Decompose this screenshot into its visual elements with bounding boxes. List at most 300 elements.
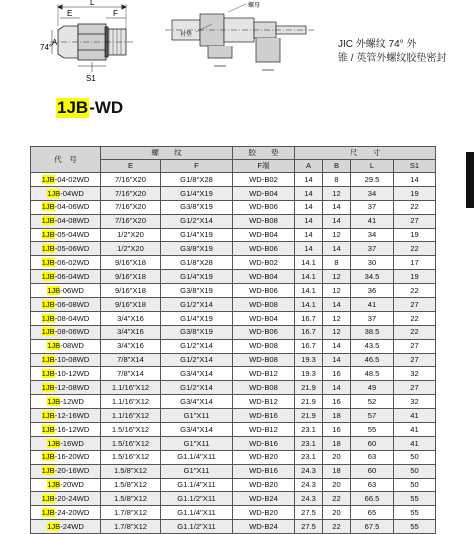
cell-b: 20 bbox=[323, 478, 351, 492]
cell-f-thread: G1.1/4"X11 bbox=[161, 506, 233, 520]
table-row bbox=[31, 478, 436, 492]
header-f-end: F端 bbox=[233, 160, 295, 173]
header-e: E bbox=[101, 160, 161, 173]
cell-a: 14 bbox=[295, 228, 323, 242]
cell-l: 66.5 bbox=[351, 492, 394, 506]
cell-e-thread: 1.5/16"X12 bbox=[101, 450, 161, 464]
table-row bbox=[31, 381, 436, 395]
table-row bbox=[31, 395, 436, 409]
cell-b: 16 bbox=[323, 367, 351, 381]
cell-b: 12 bbox=[323, 311, 351, 325]
code-suffix: -04-06WD bbox=[54, 202, 90, 212]
header-size: 尺 寸 bbox=[295, 147, 436, 160]
cell-gasket: WD-B16 bbox=[233, 436, 295, 450]
code-prefix-highlight: 1JB bbox=[41, 452, 55, 462]
code-suffix: -12-08WD bbox=[54, 383, 90, 392]
cell-a: 16.7 bbox=[295, 311, 323, 325]
cell-gasket: WD-B06 bbox=[233, 284, 295, 298]
cell-gasket: WD-B08 bbox=[233, 353, 295, 367]
cell-code bbox=[31, 450, 101, 464]
cell-b: 12 bbox=[323, 186, 351, 200]
cell-l: 30 bbox=[351, 256, 394, 270]
header-b: B bbox=[323, 160, 351, 173]
table-row bbox=[31, 492, 436, 506]
cell-gasket: WD-B06 bbox=[233, 242, 295, 256]
cell-a: 14.1 bbox=[295, 270, 323, 284]
code-suffix: -05-04WD bbox=[54, 230, 90, 240]
cell-b: 12 bbox=[323, 284, 351, 298]
cell-s1: 50 bbox=[394, 478, 436, 492]
table-row bbox=[31, 200, 436, 214]
code-prefix-highlight: 1JB bbox=[41, 313, 55, 323]
cell-l: 41 bbox=[351, 214, 394, 228]
cell-a: 14 bbox=[295, 186, 323, 200]
cell-e-thread: 1.5/16"X12 bbox=[101, 436, 161, 450]
cell-gasket: WD-B04 bbox=[233, 311, 295, 325]
cell-code bbox=[31, 173, 101, 187]
cell-code bbox=[31, 353, 101, 367]
cell-a: 19.3 bbox=[295, 353, 323, 367]
series-title-suffix: -WD bbox=[89, 97, 124, 117]
cell-gasket: WD-B24 bbox=[233, 520, 295, 534]
cell-s1: 19 bbox=[394, 228, 436, 242]
code-prefix-highlight: 1JB bbox=[47, 480, 61, 490]
cell-e-thread: 1.5/8"X12 bbox=[101, 492, 161, 506]
cell-f-thread: G3/8"X19 bbox=[161, 200, 233, 214]
code-prefix-highlight: 1JB bbox=[47, 341, 61, 351]
table-row bbox=[31, 256, 436, 270]
code-prefix-highlight: 1JB bbox=[41, 230, 55, 240]
cell-a: 24.3 bbox=[295, 478, 323, 492]
cell-e-thread: 3/4"X16 bbox=[101, 311, 161, 325]
table-row bbox=[31, 464, 436, 478]
code-prefix-highlight: 1JB bbox=[47, 285, 61, 295]
side-view-fitting bbox=[50, 4, 134, 72]
cell-f-thread: G1/4"X19 bbox=[161, 311, 233, 325]
header-s1: S1 bbox=[394, 160, 436, 173]
cell-a: 27.5 bbox=[295, 520, 323, 534]
cell-e-thread: 1/2"X20 bbox=[101, 228, 161, 242]
cell-b: 16 bbox=[323, 423, 351, 437]
cell-a: 16.7 bbox=[295, 325, 323, 339]
cell-f-thread: G1/2"X14 bbox=[161, 381, 233, 395]
cell-s1: 32 bbox=[394, 367, 436, 381]
cell-l: 43.5 bbox=[351, 339, 394, 353]
cell-a: 14 bbox=[295, 173, 323, 187]
code-suffix: -06-02WD bbox=[54, 257, 90, 267]
cell-e-thread: 1.1/16"X12 bbox=[101, 409, 161, 423]
cell-l: 49 bbox=[351, 381, 394, 395]
cell-a: 23.1 bbox=[295, 423, 323, 437]
table-row bbox=[31, 339, 436, 353]
cell-e-thread: 9/16"X18 bbox=[101, 298, 161, 312]
cell-s1: 22 bbox=[394, 242, 436, 256]
cell-l: 63 bbox=[351, 478, 394, 492]
cell-f-thread: G3/4"X14 bbox=[161, 395, 233, 409]
cell-b: 20 bbox=[323, 450, 351, 464]
table-row bbox=[31, 325, 436, 339]
table-row bbox=[31, 506, 436, 520]
cell-s1: 19 bbox=[394, 186, 436, 200]
table-row bbox=[31, 450, 436, 464]
cell-e-thread: 7/16"X20 bbox=[101, 186, 161, 200]
cell-code bbox=[31, 186, 101, 200]
table-row bbox=[31, 520, 436, 534]
code-suffix: -20WD bbox=[60, 480, 84, 490]
cell-s1: 55 bbox=[394, 506, 436, 520]
cell-b: 18 bbox=[323, 436, 351, 450]
cell-b: 14 bbox=[323, 353, 351, 367]
code-prefix-highlight: 1JB bbox=[41, 508, 55, 518]
cell-l: 41 bbox=[351, 298, 394, 312]
cell-f-thread: G1/2"X14 bbox=[161, 298, 233, 312]
code-suffix: -06WD bbox=[60, 285, 84, 295]
cell-e-thread: 1.5/8"X12 bbox=[101, 464, 161, 478]
cell-e-thread: 7/16"X20 bbox=[101, 200, 161, 214]
cell-a: 14 bbox=[295, 242, 323, 256]
cell-b: 22 bbox=[323, 520, 351, 534]
cell-l: 34 bbox=[351, 228, 394, 242]
cell-s1: 32 bbox=[394, 395, 436, 409]
code-suffix: -12-16WD bbox=[54, 410, 90, 420]
cell-s1: 50 bbox=[394, 450, 436, 464]
cell-f-thread: G3/8"X19 bbox=[161, 284, 233, 298]
dim-A-label: A bbox=[52, 38, 58, 47]
code-prefix-highlight: 1JB bbox=[41, 466, 55, 476]
code-suffix: -20-16WD bbox=[54, 466, 90, 476]
cell-e-thread: 7/8"X14 bbox=[101, 367, 161, 381]
cell-e-thread: 1/2"X20 bbox=[101, 242, 161, 256]
cell-s1: 41 bbox=[394, 436, 436, 450]
cell-gasket: WD-B04 bbox=[233, 270, 295, 284]
cell-f-thread: G3/8"X19 bbox=[161, 325, 233, 339]
cell-s1: 22 bbox=[394, 200, 436, 214]
cell-gasket: WD-B04 bbox=[233, 228, 295, 242]
code-suffix: -12WD bbox=[60, 396, 84, 406]
cell-gasket: WD-B06 bbox=[233, 200, 295, 214]
cell-a: 19.3 bbox=[295, 367, 323, 381]
cell-e-thread: 3/4"X16 bbox=[101, 325, 161, 339]
cell-e-thread: 1.1/16"X12 bbox=[101, 381, 161, 395]
cell-gasket: WD-B08 bbox=[233, 298, 295, 312]
caption-line-2: 锥 / 英管外螺纹胶垫密封 bbox=[338, 53, 447, 64]
seat-callout: 衬垫 bbox=[180, 31, 193, 38]
cell-a: 14 bbox=[295, 214, 323, 228]
table-row bbox=[31, 173, 436, 187]
header-a: A bbox=[295, 160, 323, 173]
cell-l: 60 bbox=[351, 464, 394, 478]
cell-b: 14 bbox=[323, 381, 351, 395]
cell-e-thread: 3/4"X16 bbox=[101, 339, 161, 353]
code-prefix-highlight: 1JB bbox=[47, 521, 61, 531]
cell-e-thread: 1.7/8"X12 bbox=[101, 520, 161, 534]
cell-l: 48.5 bbox=[351, 367, 394, 381]
caption-line-1: JIC 外螺纹 74° 外 bbox=[338, 39, 417, 50]
code-suffix: -20-24WD bbox=[54, 494, 90, 504]
nut-callout: 螺母 bbox=[248, 2, 261, 9]
cell-a: 21.9 bbox=[295, 381, 323, 395]
cell-code bbox=[31, 436, 101, 450]
cell-b: 16 bbox=[323, 395, 351, 409]
cell-a: 14.1 bbox=[295, 298, 323, 312]
table-row bbox=[31, 436, 436, 450]
cell-e-thread: 7/16"X20 bbox=[101, 173, 161, 187]
cell-s1: 27 bbox=[394, 214, 436, 228]
cell-b: 14 bbox=[323, 200, 351, 214]
series-title bbox=[56, 96, 123, 119]
table-row bbox=[31, 186, 436, 200]
code-suffix: -06-04WD bbox=[54, 271, 90, 281]
cell-b: 8 bbox=[323, 173, 351, 187]
cell-l: 34 bbox=[351, 186, 394, 200]
header-f: F bbox=[161, 160, 233, 173]
cell-code bbox=[31, 339, 101, 353]
cell-code bbox=[31, 228, 101, 242]
cell-code bbox=[31, 214, 101, 228]
cell-code bbox=[31, 520, 101, 534]
page-side-tab bbox=[466, 152, 474, 208]
cell-b: 18 bbox=[323, 409, 351, 423]
cell-b: 14 bbox=[323, 339, 351, 353]
cell-s1: 19 bbox=[394, 270, 436, 284]
table-row bbox=[31, 353, 436, 367]
cell-gasket: WD-B12 bbox=[233, 367, 295, 381]
cell-l: 37 bbox=[351, 200, 394, 214]
cell-f-thread: G1/2"X14 bbox=[161, 353, 233, 367]
cell-s1: 27 bbox=[394, 381, 436, 395]
product-caption bbox=[338, 38, 470, 66]
cell-s1: 27 bbox=[394, 353, 436, 367]
cell-b: 14 bbox=[323, 298, 351, 312]
code-suffix: -05-06WD bbox=[54, 244, 90, 254]
series-title-highlight: 1JB bbox=[57, 97, 89, 117]
cell-b: 8 bbox=[323, 256, 351, 270]
cell-e-thread: 7/8"X14 bbox=[101, 353, 161, 367]
cell-f-thread: G1/4"X19 bbox=[161, 186, 233, 200]
cell-l: 29.5 bbox=[351, 173, 394, 187]
code-prefix-highlight: 1JB bbox=[41, 494, 55, 504]
code-prefix-highlight: 1JB bbox=[41, 424, 55, 434]
spec-table bbox=[30, 146, 436, 534]
code-suffix: -04-08WD bbox=[54, 216, 90, 226]
cell-l: 52 bbox=[351, 395, 394, 409]
cell-b: 12 bbox=[323, 228, 351, 242]
cell-code bbox=[31, 284, 101, 298]
code-suffix: -06-08WD bbox=[54, 299, 90, 309]
table-row bbox=[31, 270, 436, 284]
cell-gasket: WD-B08 bbox=[233, 214, 295, 228]
cell-l: 60 bbox=[351, 436, 394, 450]
cell-b: 14 bbox=[323, 242, 351, 256]
cell-gasket: WD-B16 bbox=[233, 409, 295, 423]
cell-e-thread: 1.5/8"X12 bbox=[101, 478, 161, 492]
spec-table-body bbox=[31, 173, 436, 534]
cell-f-thread: G1/2"X14 bbox=[161, 214, 233, 228]
code-prefix-highlight: 1JB bbox=[41, 174, 55, 184]
table-row bbox=[31, 242, 436, 256]
cell-s1: 27 bbox=[394, 298, 436, 312]
cell-e-thread: 1.1/16"X12 bbox=[101, 395, 161, 409]
cell-s1: 41 bbox=[394, 423, 436, 437]
cell-l: 46.5 bbox=[351, 353, 394, 367]
cell-code bbox=[31, 478, 101, 492]
code-suffix: -08-04WD bbox=[54, 313, 90, 323]
cell-l: 38.5 bbox=[351, 325, 394, 339]
cell-f-thread: G1.1/4"X11 bbox=[161, 478, 233, 492]
cell-s1: 22 bbox=[394, 325, 436, 339]
header-gasket: 胶 垫 bbox=[233, 147, 295, 160]
cell-a: 27.5 bbox=[295, 506, 323, 520]
dim-S1-label: S1 bbox=[86, 74, 96, 83]
code-prefix-highlight: 1JB bbox=[41, 299, 55, 309]
code-prefix-highlight: 1JB bbox=[41, 271, 55, 281]
cell-gasket: WD-B16 bbox=[233, 464, 295, 478]
cell-a: 24.3 bbox=[295, 464, 323, 478]
cell-gasket: WD-B02 bbox=[233, 173, 295, 187]
cell-code bbox=[31, 409, 101, 423]
cell-code bbox=[31, 506, 101, 520]
header-thread: 螺 纹 bbox=[101, 147, 233, 160]
code-prefix-highlight: 1JB bbox=[47, 188, 61, 198]
cell-e-thread: 7/16"X20 bbox=[101, 214, 161, 228]
cell-code bbox=[31, 381, 101, 395]
cell-gasket: WD-B04 bbox=[233, 186, 295, 200]
code-prefix-highlight: 1JB bbox=[41, 216, 55, 226]
cell-l: 34.5 bbox=[351, 270, 394, 284]
code-prefix-highlight: 1JB bbox=[47, 396, 61, 406]
cell-code bbox=[31, 423, 101, 437]
cell-gasket: WD-B20 bbox=[233, 478, 295, 492]
cell-b: 12 bbox=[323, 325, 351, 339]
table-row bbox=[31, 409, 436, 423]
cell-code bbox=[31, 492, 101, 506]
header-l: L bbox=[351, 160, 394, 173]
code-prefix-highlight: 1JB bbox=[47, 438, 61, 448]
code-prefix-highlight: 1JB bbox=[41, 369, 55, 379]
spec-table-header bbox=[31, 147, 436, 173]
cell-code bbox=[31, 464, 101, 478]
cell-l: 36 bbox=[351, 284, 394, 298]
cell-b: 14 bbox=[323, 214, 351, 228]
cell-e-thread: 9/16"X18 bbox=[101, 256, 161, 270]
cell-code bbox=[31, 298, 101, 312]
cell-b: 22 bbox=[323, 492, 351, 506]
code-suffix: -08-06WD bbox=[54, 327, 90, 337]
cell-s1: 17 bbox=[394, 256, 436, 270]
code-prefix-highlight: 1JB bbox=[41, 355, 55, 365]
cell-l: 63 bbox=[351, 450, 394, 464]
cell-gasket: WD-B24 bbox=[233, 492, 295, 506]
code-suffix: -08WD bbox=[60, 341, 84, 351]
cell-l: 37 bbox=[351, 311, 394, 325]
table-row bbox=[31, 423, 436, 437]
cell-gasket: WD-B12 bbox=[233, 423, 295, 437]
code-prefix-highlight: 1JB bbox=[41, 410, 55, 420]
cell-f-thread: G3/4"X14 bbox=[161, 423, 233, 437]
cell-s1: 27 bbox=[394, 339, 436, 353]
cell-f-thread: G1.1/4"X11 bbox=[161, 450, 233, 464]
cell-f-thread: G1.1/2"X11 bbox=[161, 520, 233, 534]
table-row bbox=[31, 311, 436, 325]
cell-gasket: WD-B12 bbox=[233, 395, 295, 409]
cell-s1: 50 bbox=[394, 464, 436, 478]
dim-L-label: L bbox=[90, 0, 95, 7]
cell-a: 24.3 bbox=[295, 492, 323, 506]
code-suffix: -10-08WD bbox=[54, 355, 90, 365]
cell-a: 14 bbox=[295, 200, 323, 214]
cell-code bbox=[31, 270, 101, 284]
cell-l: 55 bbox=[351, 423, 394, 437]
code-suffix: -16-20WD bbox=[54, 452, 90, 462]
cell-a: 23.1 bbox=[295, 450, 323, 464]
code-prefix-highlight: 1JB bbox=[41, 327, 55, 337]
cell-f-thread: G1/8"X28 bbox=[161, 256, 233, 270]
cell-a: 21.9 bbox=[295, 409, 323, 423]
code-suffix: -04-02WD bbox=[54, 174, 90, 184]
cell-s1: 14 bbox=[394, 173, 436, 187]
cell-f-thread: G1"X11 bbox=[161, 409, 233, 423]
cell-e-thread: 9/16"X18 bbox=[101, 270, 161, 284]
code-suffix: -10-12WD bbox=[54, 369, 90, 379]
table-row bbox=[31, 284, 436, 298]
cell-gasket: WD-B08 bbox=[233, 381, 295, 395]
dim-F-label: F bbox=[113, 9, 118, 18]
cell-code bbox=[31, 311, 101, 325]
code-suffix: -16WD bbox=[60, 438, 84, 448]
cell-code bbox=[31, 395, 101, 409]
cell-code bbox=[31, 256, 101, 270]
code-prefix-highlight: 1JB bbox=[41, 257, 55, 267]
cell-l: 65 bbox=[351, 506, 394, 520]
cell-code bbox=[31, 242, 101, 256]
cell-a: 21.9 bbox=[295, 395, 323, 409]
code-prefix-highlight: 1JB bbox=[41, 202, 55, 212]
cell-f-thread: G1.1/2"X11 bbox=[161, 492, 233, 506]
cell-f-thread: G1/8"X28 bbox=[161, 173, 233, 187]
table-row bbox=[31, 214, 436, 228]
cell-f-thread: G1"X11 bbox=[161, 436, 233, 450]
code-prefix-highlight: 1JB bbox=[41, 244, 55, 254]
cell-a: 14.1 bbox=[295, 256, 323, 270]
cell-f-thread: G3/4"X14 bbox=[161, 367, 233, 381]
table-row bbox=[31, 228, 436, 242]
header-code: 代 号 bbox=[31, 147, 101, 173]
dim-E-label: E bbox=[67, 9, 73, 18]
cell-gasket: WD-B06 bbox=[233, 325, 295, 339]
cell-a: 14.1 bbox=[295, 284, 323, 298]
cell-code bbox=[31, 367, 101, 381]
cell-s1: 22 bbox=[394, 311, 436, 325]
cell-b: 20 bbox=[323, 506, 351, 520]
cell-gasket: WD-B20 bbox=[233, 450, 295, 464]
code-suffix: -16-12WD bbox=[54, 424, 90, 434]
cell-a: 23.1 bbox=[295, 436, 323, 450]
cell-f-thread: G1"X11 bbox=[161, 464, 233, 478]
code-prefix-highlight: 1JB bbox=[41, 383, 55, 392]
cell-l: 57 bbox=[351, 409, 394, 423]
angle-label: 74° bbox=[40, 43, 53, 52]
cell-l: 37 bbox=[351, 242, 394, 256]
cell-code bbox=[31, 200, 101, 214]
code-suffix: -24WD bbox=[60, 521, 84, 531]
cell-b: 12 bbox=[323, 270, 351, 284]
cell-f-thread: G3/8"X19 bbox=[161, 242, 233, 256]
cell-gasket: WD-B08 bbox=[233, 339, 295, 353]
cell-gasket: WD-B20 bbox=[233, 506, 295, 520]
cell-a: 16.7 bbox=[295, 339, 323, 353]
cell-f-thread: G1/4"X19 bbox=[161, 228, 233, 242]
table-row bbox=[31, 298, 436, 312]
